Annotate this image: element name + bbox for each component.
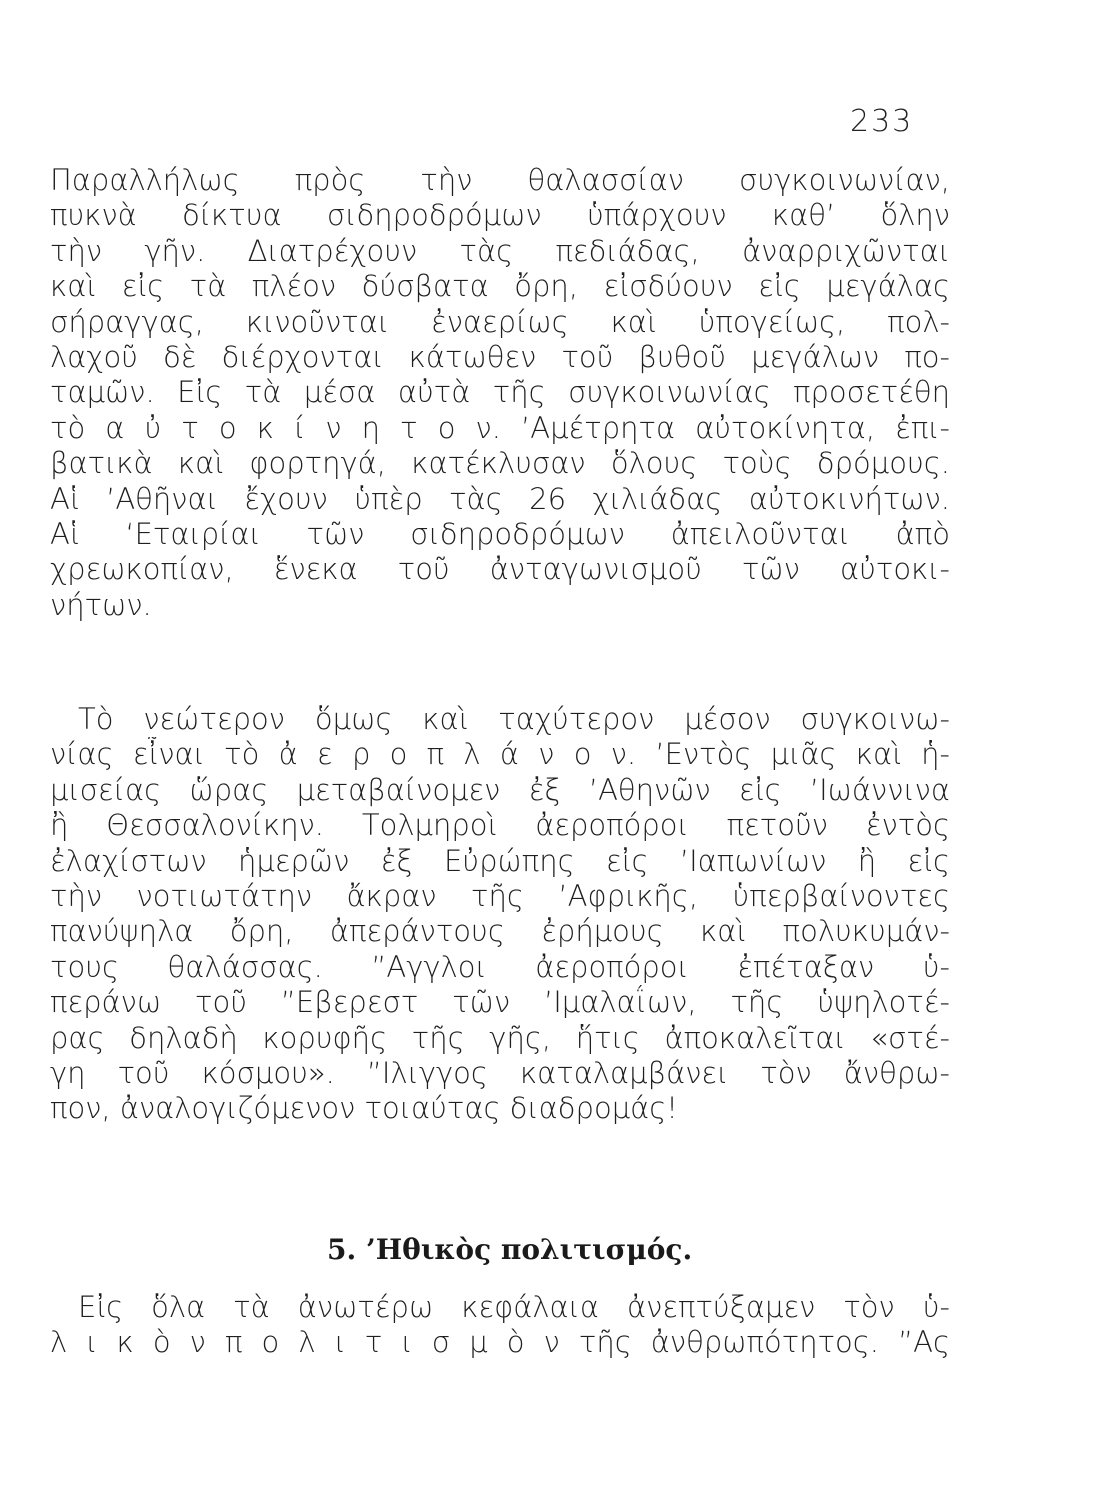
paragraph-airplanes bbox=[50, 702, 950, 1127]
text-line: περάνω τοῦ ”Εβερεστ τῶν ’Ιμαλαΐων, τῆς ὑψηλοτέ- bbox=[50, 985, 950, 1020]
text-line: βατικὰ καὶ φορτηγά, κατέκλυσαν ὅλους τοὺς δρόμους. bbox=[50, 446, 950, 481]
text-line: τὸ α ὐ τ ο κ ί ν η τ ο ν. ’Αμέτρητα αὐτοκίνητα, ἐπι- bbox=[50, 410, 950, 445]
text-line: γη τοῦ κόσμου». ”Ιλιγγος καταλαμβάνει τὸν ἄνθρω- bbox=[50, 1055, 950, 1090]
text-line: Αἱ ’Αθῆναι ἔχουν ὑπὲρ τὰς 26 χιλιάδας αὐτοκινήτων. bbox=[50, 481, 950, 516]
text-line: Εἰς ὅλα τὰ ἀνωτέρω κεφάλαια ἀνεπτύξαμεν τὸν ὑ- bbox=[78, 1290, 950, 1324]
text-line: τὴν νοτιωτάτην ἄκραν τῆς ’Αφρικῆς, ὑπερβαίνοντες bbox=[50, 878, 950, 913]
text-line: τους θαλάσσας. ”Αγγλοι ἀεροπόροι ἐπέταξαν ὑ- bbox=[50, 949, 950, 984]
text-line: ἢ Θεσσαλονίκην. Τολμηροὶ ἀεροπόροι πετοῦν ἐντὸς bbox=[50, 808, 950, 843]
text-line: τὴν γῆν. Διατρέχουν τὰς πεδιάδας, ἀναρριχῶνται bbox=[50, 233, 950, 268]
text-line: Αἱ ‘Εταιρίαι τῶν σιδηροδρόμων ἀπειλοῦνται ἀπὸ bbox=[50, 516, 950, 551]
text-line: πυκνὰ δίκτυα σιδηροδρόμων ὑπάρχουν καθ’ ὅλην bbox=[50, 198, 950, 233]
paragraph-railways-automobiles bbox=[50, 163, 950, 623]
text-line: λ ι κ ὸ ν π ο λ ι τ ι σ μ ὸ ν τῆς ἀνθρωπότητος. ”Ας bbox=[50, 1325, 950, 1360]
text-line: Τὸ νεώτερον ὅμως καὶ ταχύτερον μέσον συγκοινω- bbox=[78, 702, 950, 736]
text-line: μισείας ὥρας μεταβαίνομεν ἐξ ’Αθηνῶν εἰς ’Ιωάννινα bbox=[50, 772, 950, 807]
text-line: χρεωκοπίαν, ἕνεκα τοῦ ἀνταγωνισμοῦ τῶν αὐτοκι- bbox=[50, 552, 950, 587]
text-line: ρας δηλαδὴ κορυφῆς τῆς γῆς, ἥτις ἀποκαλεῖται «στέ- bbox=[50, 1020, 950, 1055]
text-line: πανύψηλα ὄρη, ἀπεράντους ἐρήμους καὶ πολυκυμάν- bbox=[50, 914, 950, 949]
text-line: Παραλλήλως πρὸς τὴν θαλασσίαν συγκοινωνίαν, bbox=[50, 163, 950, 197]
text-line: λαχοῦ δὲ διέρχονται κάτωθεν τοῦ βυθοῦ μεγάλων πο- bbox=[50, 339, 950, 374]
text-line: ἐλαχίστων ἡμερῶν ἐξ Εὐρώπης εἰς ’Ιαπωνίων ἢ εἰς bbox=[50, 843, 950, 878]
text-line: πον, ἀναλογιζόμενον τοιαύτας διαδρομάς! bbox=[50, 1091, 678, 1126]
text-line: ταμῶν. Εἰς τὰ μέσα αὐτὰ τῆς συγκοινωνίας προσετέθη bbox=[50, 375, 950, 410]
page-number: 233 bbox=[850, 104, 914, 139]
section-heading: 5. ’Ηθικὸς πολιτισμός. bbox=[327, 1233, 693, 1266]
text-line: νήτων. bbox=[50, 587, 152, 622]
text-line: καὶ εἰς τὰ πλέον δύσβατα ὄρη, εἰσδύουν εἰς μεγάλας bbox=[50, 269, 950, 304]
paragraph-material-civilization bbox=[50, 1290, 950, 1361]
text-line: σήραγγας, κινοῦνται ἐναερίως καὶ ὑπογείως, πολ- bbox=[50, 304, 950, 339]
text-line: νίας εἶναι τὸ ἀ ε ρ ο π λ ά ν ο ν. ’Εντὸς μιᾶς καὶ ἡ- bbox=[50, 737, 950, 772]
